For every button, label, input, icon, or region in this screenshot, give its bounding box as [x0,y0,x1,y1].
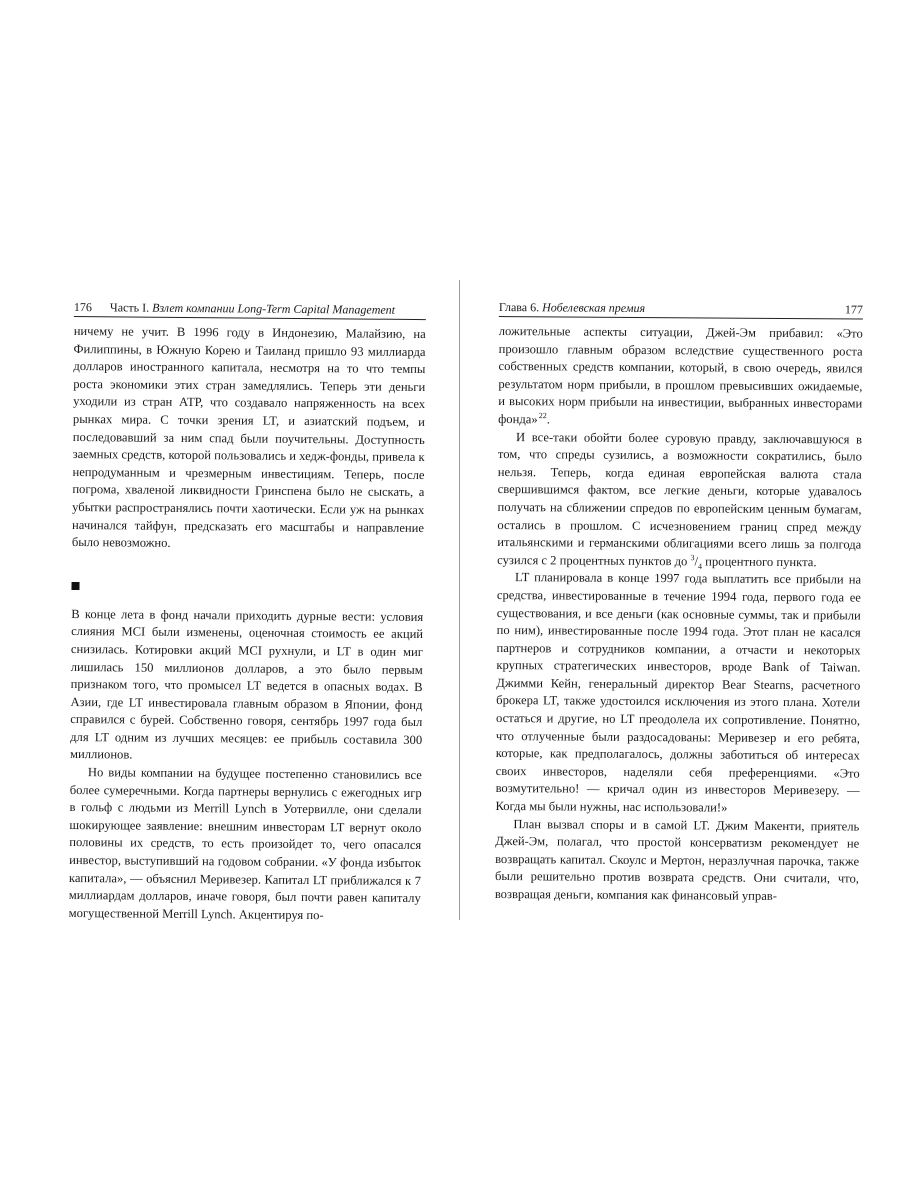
footnote-ref: 22 [538,411,547,421]
right-paragraph-1-end: . [546,412,550,427]
left-page-number: 176 [73,300,92,315]
right-paragraph-4: План вызвал споры и в самой LT. Джим Макенти, приятель Джей-Эм, полагал, что простой консерватизм рекомендует не возвращать капитал. Скоулс и Мертон, неразлучная парочка, также были решительно против возврата средств. Они считали, что, возвращая деньги, компания как финансовый управ- [494,816,860,903]
left-paragraph-2: В конце лета в фонд начали приходить дурные вести: условия слияния MCI были изменены, оценочная стоимость ее акций снизилась. Котировки акций MCI рухнули, и LT в один миг лишилась 150 миллионов долларов, а это было первым признаком того, что промысел LT ведется в опасных водах. В Азии, где LT инвестировала главным образом в Японии, фонд справился с бурей. Собственно говоря, сентябрь 1997 года был для LT одним из лучших месяцев: ее прибыль составила 300 миллионов. [69,606,424,762]
page-gutter [459,280,460,920]
right-page [495,300,863,906]
right-paragraph-1-text: ложительные аспекты ситуации, Джей-Эм прибавил: «Это произошло главным образом вследствие существенного роста собственных средств компании, который, в свою очередь, явился результатом норм прибыли, в прошлом превысивших ожидаемые, и высоких норм прибыли на инвестиции, выбранных инвесторами фонда» [498,323,863,427]
right-paragraph-2: И все-таки обойти более суровую правду, заключавшуюся в том, что спреды сузились, а возможности сократились, было нельзя. Теперь, когда единая европейская валюта стала свершившимся фактом, все легкие деньги, которые удавалось получать на сближении спредов по европейским ценным бумагам, остались в прошлом. С исчезновением границ спред между итальянскими и германскими облигациями всего лишь за полгода сузился с 2 процентных пунктов до $^3/_4$ процентного пункта. [497,429,863,571]
left-head-title-italic: Long-Term Capital Management [237,301,396,317]
right-paragraph-2-end: процентного пункта. [701,554,817,569]
section-break-square [71,582,79,590]
left-paragraph-1: ничему не учит. В 1996 году в Индонезию, Малайзию, на Филиппины, в Южную Корею и Таиланд пришло 93 миллиарда долларов иностранного капитала, несмотря на то что темпы роста экономики этих стран замедлялись. Теперь эти деньги уходили из стран АТР, что создавало напряженность на всех рынках мира. С точки зрения LT, и азиатский подъем, и последовавший за ним спад были поучительны. Доступность заемных средств, которой пользовались и хедж-фонды, привела к непродуманным и чрезмерным инвестициям. Теперь, после погрома, хваленой ликвидности Гринспена было не сыскать, а убытки распространялись почти хаотически. Если уж на рынках начинался тайфун, предсказать его масштабы и направление было невозможно. [71,323,426,550]
right-head-chapter: Глава 6. [498,300,540,315]
left-head-part: Часть I. [109,300,150,315]
right-paragraph-1 [498,323,863,431]
left-running-head [74,300,426,320]
left-head-title-plain: Взлет компании [152,300,235,316]
fraction-numerator: 3 [690,552,695,562]
right-running-head [499,300,863,320]
right-page-number: 177 [844,302,863,317]
left-paragraph-3: Но виды компании на будущее постепенно становились все более сумеречными. Когда партнеры вернулись с ежегодных игр в гольф с людьми из Merrill Lynch в Уотервилле, они сделали шокирующее заявление: внешним инвесторам LT вернут около половины их средств, то есть произойдет то, чего опасался инвестор, выступивший на годовом собрании. «У фонда избыток капитала», — объяснил Меривезер. Капитал LT приближался к 7 миллиардам долларов, иначе говоря, был почти равен капиталу могущественной Merrill Lynch. Акцентируя по- [68,765,422,923]
left-page [69,300,426,925]
fraction-denominator: 4 [697,561,702,571]
right-paragraph-2-text: И все-таки обойти более суровую правду, заключавшуюся в том, что спреды сузились, а возможности сократились, было нельзя. Теперь, когда единая европейская валюта стала свершившимся фактом, все легкие деньги, которые удавалось получать на сближении спредов по европейским ценным бумагам, остались в прошлом. С исчезновением границ спред между итальянскими и германскими облигациями всего лишь за полгода сузился с 2 процентных пунктов до [497,429,863,569]
right-head-title: Нобелевская премия [542,300,646,316]
right-paragraph-3: LT планировала в конце 1997 года выплатить все прибыли на средства, инвестированные в течение 1994 года, первого года ее существования, и все деньги (как основные суммы, так и прибыли по ним), инвестированные после 1994 года. Этот план не касался партнеров и сотрудников компании, а отчасти и некоторых крупных стратегических инвесторов, вроде Bank of Taiwan. Джимми Кейн, генеральный директор Bear Stearns, расчетного брокера LT, также удостоился исключения из этого плана. Хотели остаться и другие, но LT преодолела их сопротивление. Понятно, что отлученные были раздосадованы: Меривезер и его ребята, которые, как предполагалось, должны заботиться об интересах своих инвесторов, наделяли себя преференциями. «Это возмутительно! — кричал один из инвесторов Меривезеру. — Когда мы были нужны, нас использовали!» [495,570,862,815]
right-head-chapter-group [499,300,845,316]
